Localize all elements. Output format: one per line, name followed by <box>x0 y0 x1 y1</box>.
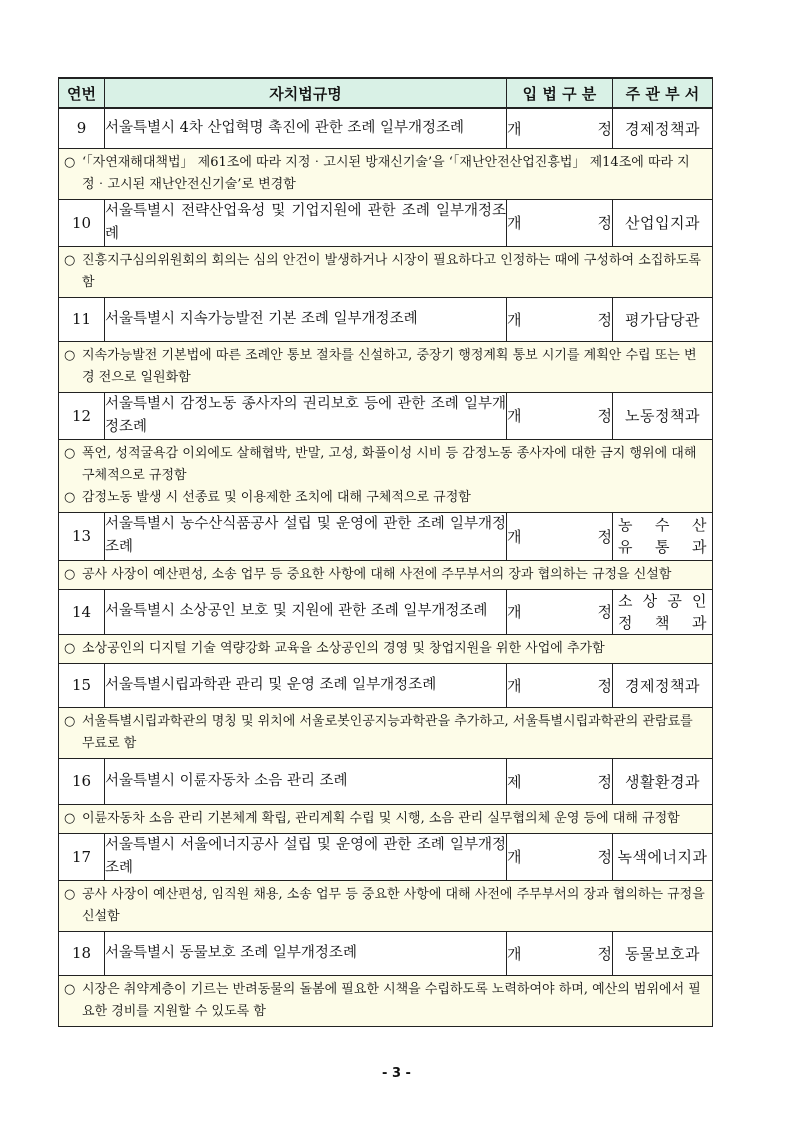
header-name: 자치법규명 <box>105 78 507 108</box>
table-row <box>59 392 713 439</box>
legislation-type <box>507 589 613 634</box>
department: 평가담당관 <box>613 297 713 341</box>
description-cell <box>59 975 713 1026</box>
page-number: - 3 - <box>382 1066 411 1081</box>
row-number: 16 <box>59 758 105 804</box>
ordinance-name: 서울특별시 농수산식품공사 설립 및 운영에 관한 조례 일부개정조례 <box>105 512 507 560</box>
department: 녹색에너지과 <box>613 833 713 880</box>
description-item <box>64 487 707 509</box>
legislation-type-second: 정 <box>597 676 612 695</box>
legislation-type-first: 개 <box>507 944 522 963</box>
description-row <box>59 634 713 663</box>
department-char: 공 <box>667 591 683 610</box>
row-number: 9 <box>59 108 105 148</box>
table-row <box>59 833 713 880</box>
description-row <box>59 341 713 392</box>
description-cell <box>59 148 713 199</box>
table-row <box>59 931 713 975</box>
ordinance-name: 서울특별시 이륜자동차 소음 관리 조례 <box>105 758 507 804</box>
legislation-type <box>507 931 613 975</box>
legislation-type-first: 개 <box>507 603 522 621</box>
department-char: 수 <box>655 516 670 534</box>
circle-bullet-icon: ○ <box>64 489 76 505</box>
table-row <box>59 297 713 341</box>
description-cell <box>59 246 713 297</box>
legislation-type-first: 개 <box>507 527 522 546</box>
ordinance-name: 서울특별시립과학관 관리 및 운영 조례 일부개정조례 <box>105 663 507 707</box>
table-header-row <box>59 78 713 108</box>
description-text: 공사 사장이 예산편성, 임직원 채용, 소송 업무 등 중요한 사항에 대해 사전에 주무부서의 장과 협의하는 규정을 신설함 <box>82 886 705 924</box>
description-text: 폭언, 성적굴욕감 이외에도 살해협박, 반말, 고성, 화풀이성 시비 등 감정노동 종사자에 대한 금지 행위에 대해 구체적으로 규정함 <box>82 445 697 483</box>
legislation-type <box>507 663 613 707</box>
description-row <box>59 880 713 931</box>
description-item <box>64 638 707 660</box>
description-text: 진흥지구심의위원회의 회의는 심의 안건이 발생하거나 시장이 필요하다고 인정하는 때에 구성하여 소집하도록 함 <box>82 252 701 290</box>
description-text: 감정노동 발생 시 선종료 및 이용제한 조치에 대해 구체적으로 규정함 <box>82 489 471 505</box>
circle-bullet-icon: ○ <box>64 445 76 461</box>
department-char: 과 <box>692 538 707 556</box>
legislation-type-second: 정 <box>597 848 612 866</box>
legislation-type <box>507 512 613 560</box>
legislation-type <box>507 199 613 246</box>
description-text: 시장은 취약계층이 기르는 반려동물의 돌봄에 필요한 시책을 수립하도록 노력하여야 하며, 예산의 범위에서 필요한 경비를 지원할 수 있도록 함 <box>82 981 701 1019</box>
ordinance-table <box>58 77 713 1027</box>
description-text: 이륜자동차 소음 관리 기본체계 확립, 관리계획 수립 및 시행, 소음 관리 실무협의체 운영 등에 대해 규정함 <box>82 810 680 826</box>
legislation-type-first: 개 <box>507 848 522 866</box>
department <box>613 512 713 560</box>
table-row <box>59 512 713 560</box>
ordinance-name: 서울특별시 동물보호 조례 일부개정조례 <box>105 931 507 975</box>
description-cell <box>59 560 713 589</box>
description-row <box>59 246 713 297</box>
description-item <box>64 711 707 755</box>
circle-bullet-icon: ○ <box>64 810 76 826</box>
description-cell <box>59 880 713 931</box>
department-char: 통 <box>655 538 670 556</box>
row-number: 15 <box>59 663 105 707</box>
description-cell <box>59 634 713 663</box>
description-row <box>59 560 713 589</box>
department-char: 과 <box>692 613 707 632</box>
legislation-type-first: 개 <box>507 214 522 232</box>
department: 노동정책과 <box>613 392 713 439</box>
description-item <box>64 443 707 487</box>
department: 산업입지과 <box>613 199 713 246</box>
circle-bullet-icon: ○ <box>64 252 76 268</box>
department: 동물보호과 <box>613 931 713 975</box>
department <box>613 589 713 634</box>
legislation-type-second: 정 <box>597 119 612 138</box>
legislation-type-first: 제 <box>507 772 522 791</box>
department: 경제정책과 <box>613 663 713 707</box>
circle-bullet-icon: ○ <box>64 347 76 363</box>
description-text: 공사 사장이 예산편성, 소송 업무 등 중요한 사항에 대해 사전에 주무부서의 장과 협의하는 규정을 신설함 <box>82 566 672 582</box>
description-item <box>64 979 707 1023</box>
circle-bullet-icon: ○ <box>64 981 76 997</box>
ordinance-name: 서울특별시 전략산업육성 및 기업지원에 관한 조례 일부개정조례 <box>105 199 507 246</box>
legislation-type <box>507 297 613 341</box>
description-row <box>59 148 713 199</box>
ordinance-name: 서울특별시 감정노동 종사자의 권리보호 등에 관한 조례 일부개정조례 <box>105 392 507 439</box>
legislation-type-second: 정 <box>597 310 612 329</box>
row-number: 10 <box>59 199 105 246</box>
department-char: 소 <box>618 591 633 610</box>
row-number: 14 <box>59 589 105 634</box>
row-number: 12 <box>59 392 105 439</box>
department-char: 정 <box>618 613 633 632</box>
legislation-type-second: 정 <box>597 214 612 232</box>
department-char: 산 <box>692 516 707 534</box>
legislation-type-first: 개 <box>507 119 522 138</box>
description-text: 지속가능발전 기본법에 따른 조례안 통보 절차를 신설하고, 중장기 행정계획 통보 시기를 계획안 수립 또는 변경 전으로 일원화함 <box>82 347 697 385</box>
header-dept: 주 관 부 서 <box>613 78 713 108</box>
table-row <box>59 589 713 634</box>
description-item <box>64 564 707 586</box>
department: 경제정책과 <box>613 108 713 148</box>
department-char: 농 <box>618 516 633 534</box>
legislation-type-first: 개 <box>507 310 522 329</box>
table-row <box>59 758 713 804</box>
table-row <box>59 108 713 148</box>
department-char: 상 <box>642 591 658 610</box>
description-text: ‘「자연재해대책법」 제61조에 따라 지정‧고시된 방재신기술’을 ‘「재난안전산업진흥법」 제14조에 따라 지정‧고시된 재난안전신기술’로 변경함 <box>82 154 690 192</box>
ordinance-name: 서울특별시 4차 산업혁명 촉진에 관한 조례 일부개정조례 <box>105 108 507 148</box>
description-item <box>64 884 707 928</box>
legislation-type-second: 정 <box>597 772 612 791</box>
circle-bullet-icon: ○ <box>64 640 76 656</box>
description-item <box>64 345 707 389</box>
row-number: 17 <box>59 833 105 880</box>
description-row <box>59 707 713 758</box>
ordinance-name: 서울특별시 서울에너지공사 설립 및 운영에 관한 조례 일부개정조례 <box>105 833 507 880</box>
legislation-type <box>507 833 613 880</box>
table-row <box>59 663 713 707</box>
circle-bullet-icon: ○ <box>64 566 76 582</box>
row-number: 11 <box>59 297 105 341</box>
legislation-type-second: 정 <box>597 527 612 546</box>
department-char: 유 <box>618 538 633 556</box>
department-char: 책 <box>655 613 670 632</box>
description-row <box>59 804 713 833</box>
description-text: 소상공인의 디지털 기술 역량강화 교육을 소상공인의 경영 및 창업지원을 위한 사업에 추가함 <box>82 640 605 656</box>
description-row <box>59 439 713 512</box>
row-number: 18 <box>59 931 105 975</box>
description-cell <box>59 804 713 833</box>
header-no: 연번 <box>59 78 105 108</box>
legislation-type-second: 정 <box>597 407 612 425</box>
department: 생활환경과 <box>613 758 713 804</box>
description-item <box>64 250 707 294</box>
legislation-type-second: 정 <box>597 603 612 621</box>
table-row <box>59 199 713 246</box>
description-cell <box>59 707 713 758</box>
ordinance-name: 서울특별시 소상공인 보호 및 지원에 관한 조례 일부개정조례 <box>105 589 507 634</box>
ordinance-name: 서울특별시 지속가능발전 기본 조례 일부개정조례 <box>105 297 507 341</box>
legislation-type-first: 개 <box>507 407 522 425</box>
legislation-type <box>507 392 613 439</box>
circle-bullet-icon: ○ <box>64 713 76 729</box>
legislation-type-first: 개 <box>507 676 522 695</box>
row-number: 13 <box>59 512 105 560</box>
circle-bullet-icon: ○ <box>64 886 76 902</box>
description-item <box>64 152 707 196</box>
circle-bullet-icon: ○ <box>64 154 76 170</box>
description-row <box>59 975 713 1026</box>
description-text: 서울특별시립과학관의 명칭 및 위치에 서울로봇인공지능과학관을 추가하고, 서울특별시립과학관의 관람료를 무료로 함 <box>82 713 693 751</box>
department-char: 인 <box>691 591 707 610</box>
legislation-type-second: 정 <box>597 944 612 963</box>
description-item <box>64 808 707 830</box>
description-cell <box>59 439 713 512</box>
legislation-type <box>507 108 613 148</box>
legislation-type <box>507 758 613 804</box>
header-type: 입 법 구 분 <box>507 78 613 108</box>
description-cell <box>59 341 713 392</box>
